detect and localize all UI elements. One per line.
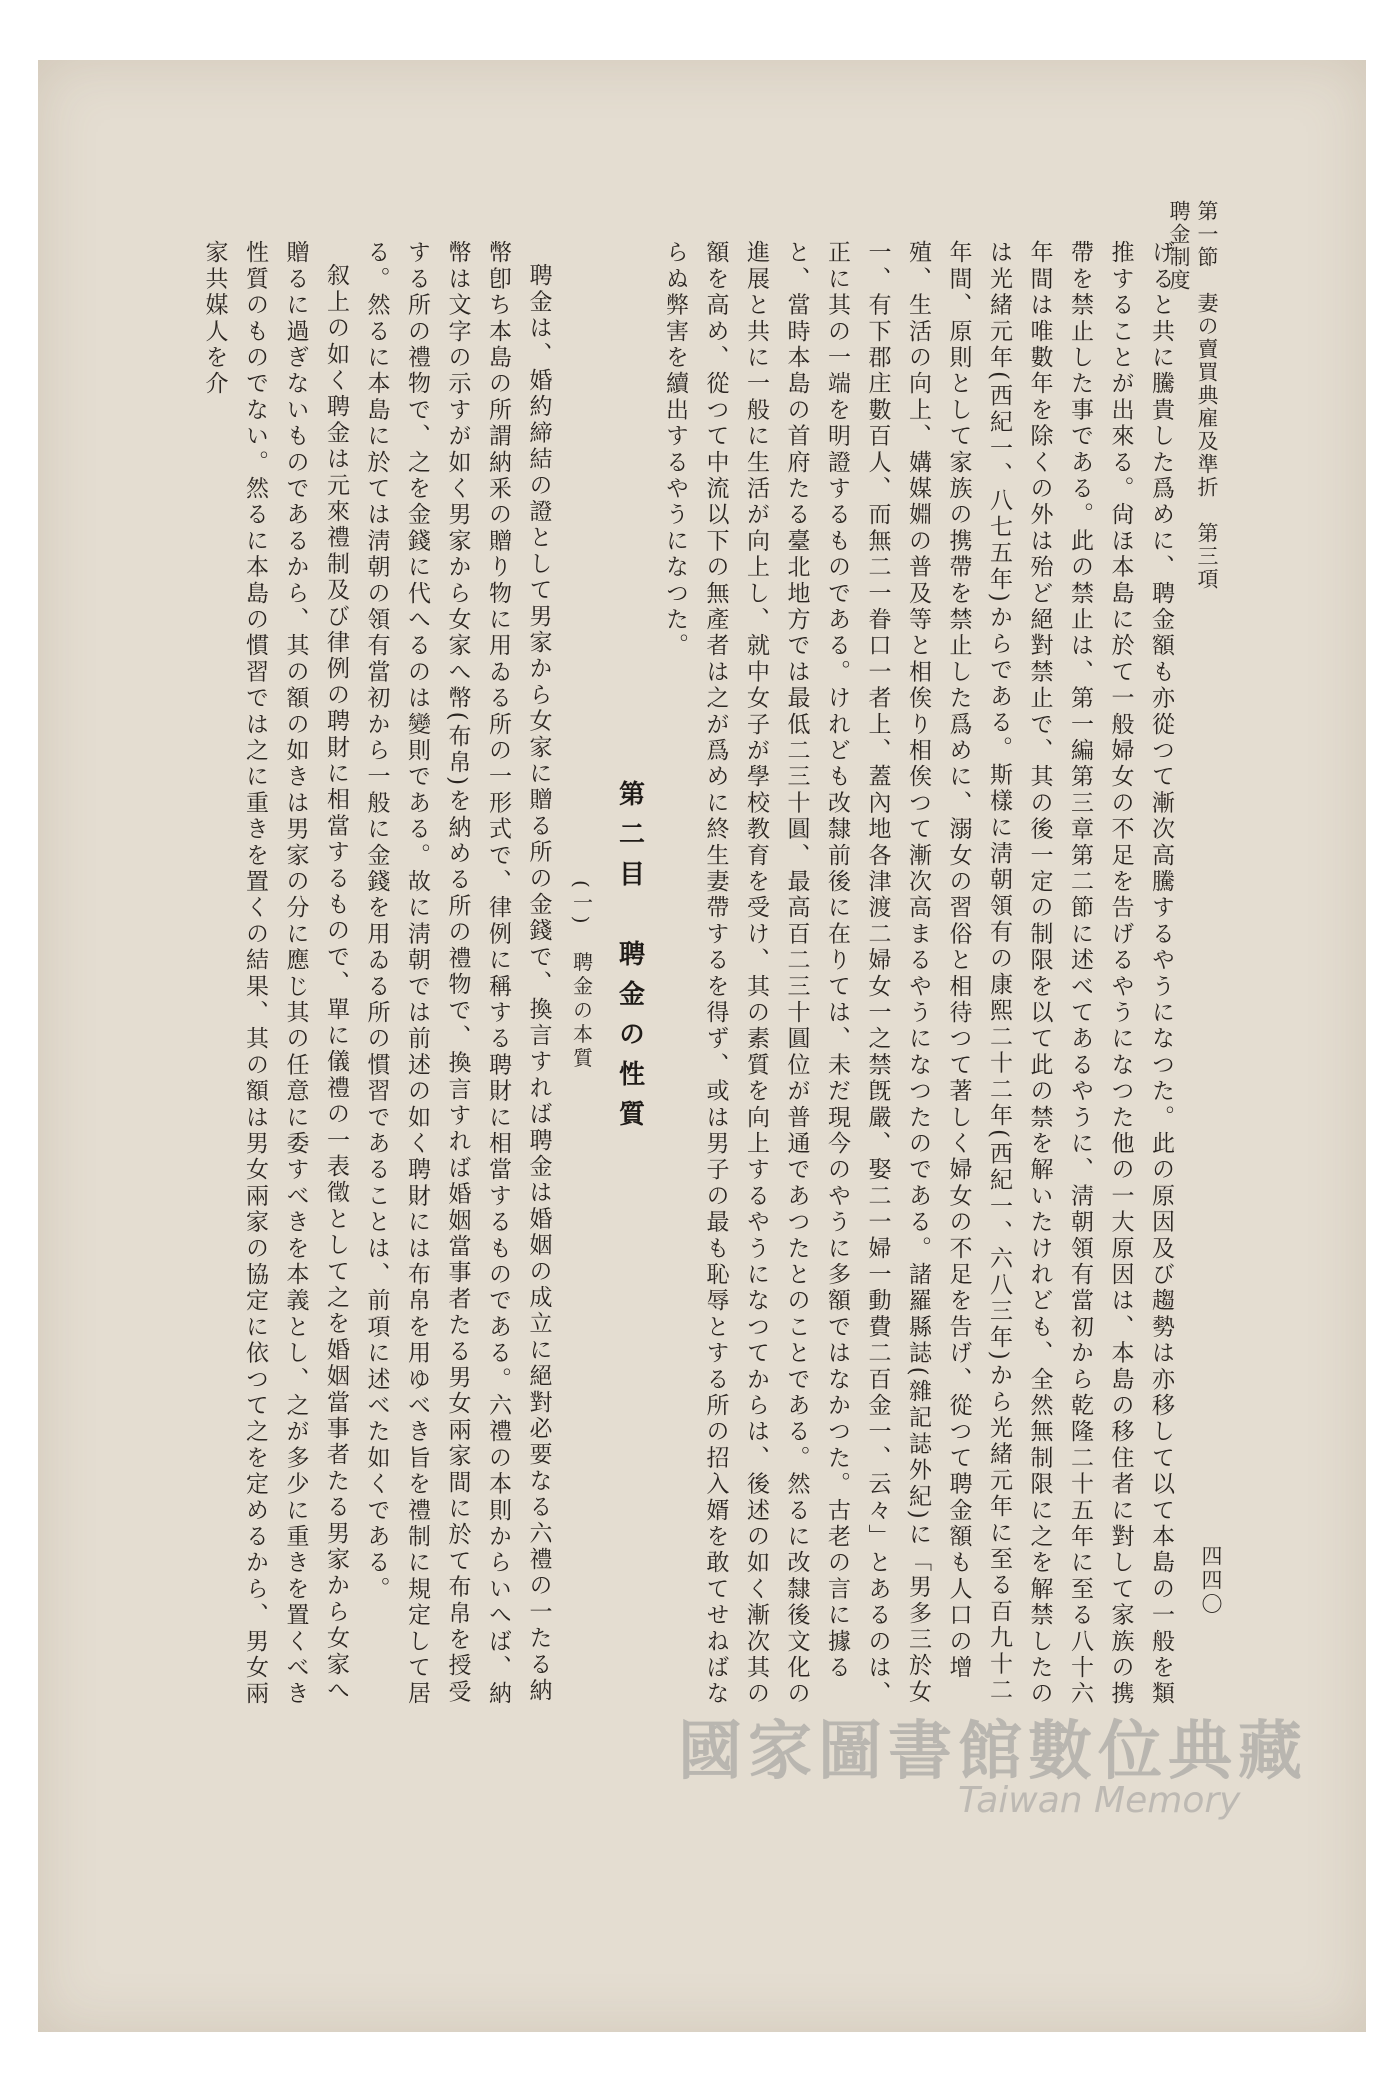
- library-watermark: 國家圖書館數位典藏: [678, 1715, 1308, 1789]
- chapter-heading: 第二目 聘金の性質: [614, 780, 645, 1140]
- body-text: [194, 240, 1181, 1710]
- paragraph-definition: 聘金は、婚約締結の證として男家から女家に贈る所の金錢で、換言すれば聘金は婚姻の成立に絕對必要なる六禮の一たる納幣卽ち本島の所謂納釆の贈り物に用ゐる所の一形式で、律例に稱する聘財に相當するものである。六禮の本則からいへば、納幣は文字の示すが如く男家から女家へ幣(布帛)を納める所の禮物で、換言すれば婚姻當事者たる男女兩家間に於て布帛を授受する所の禮物で、之を金錢に代へるのは變則である。故に淸朝では前述の如く聘財には布帛を用ゆべき旨を禮制に規定して居る。然るに本島に於ては淸朝の領有當初から一般に金錢を用ゐる所の慣習であることは、前項に述べた如くである。: [363, 240, 552, 1708]
- page-number: 四四〇: [1199, 1545, 1223, 1617]
- library-watermark-sub: Taiwan Memory: [958, 1780, 1241, 1821]
- section-subheading: (一) 聘金の本質: [569, 880, 594, 1072]
- book-page: [38, 60, 1366, 2032]
- paragraph-custom: 叙上の如く聘金は元來禮制及び律例の聘財に相當するもので、單に儀禮の一表徵として之を婚姻當事者たる男家から女家へ贈るに過ぎないものであるから、其の額の如きは男家の分に應じ其の任意に委すべきを本義とし、之が多少に重きを置くべき性質のものでない。然るに本島の慣習では之に重きを置くの結果、其の額は男女兩家の協定に依つて之を定めるから、男女兩家共媒人を介: [201, 240, 349, 1708]
- paragraph-intro: げると共に騰貴した爲めに、聘金額も亦從つて漸次高騰するやうになつた。此の原因及び趨勢は亦移して以て本島の一般を類推することが出來る。尙ほ本島に於て一般婦女の不足を告げるやうになつた他の一大原因は、本島の移住者に對して家族の携帶を禁止した事である。此の禁止は、第一編第三章第二節に述べてあるやうに、淸朝領有當初から乾隆二十五年に至る八十六年間は唯數年を除くの外は殆ど絕對禁止で、其の後一定の制限を以て此の禁を解いたけれども、全然無制限に之を解禁したのは光緒元年(西紀一、八七五年)からである。斯樣に淸朝領有の康熙二十二年(西紀一、六八三年)から光緒元年に至る百九十二年間、原則として家族の携帶を禁止した爲めに、溺女の習俗と相待つて著しく婦女の不足を告げ、從つて聘金額も人口の增殖、生活の向上、媾媒婣の普及等と相俟り相俟つて漸次高まるやうになつたのである。諸羅縣誌(雜記誌外紀)に「男多三於女一、有下郡庄數百人、而無二一眷口一者上、蓋內地各津渡二婦女一之禁旣嚴、娶二一婦一動費二百金一、云々」とあるのは、正に其の一端を明證するものである。けれども改隸前後に在りては、未だ現今のやうに多額ではなかつた。古老の言に據ると、當時本島の首府たる臺北地方では最低二三十圓、最高百二三十圓位が普通であつたとのことである。然るに改隸後文化の進展と共に一般に生活が向上し、就中女子が學校教育を受け、其の素質を向上するやうになつてからは、後述の如く漸次其の額を高め、從つて中流以下の無產者は之が爲めに終生妻帶するを得ず、或は男子の最も恥辱とする所の招入婿を敢てせねばならぬ弊害を續出するやうになつた。: [662, 240, 1174, 1708]
- running-header: 第一節 妻の賣買典雇及準折 第三項 聘金制度: [1167, 200, 1219, 614]
